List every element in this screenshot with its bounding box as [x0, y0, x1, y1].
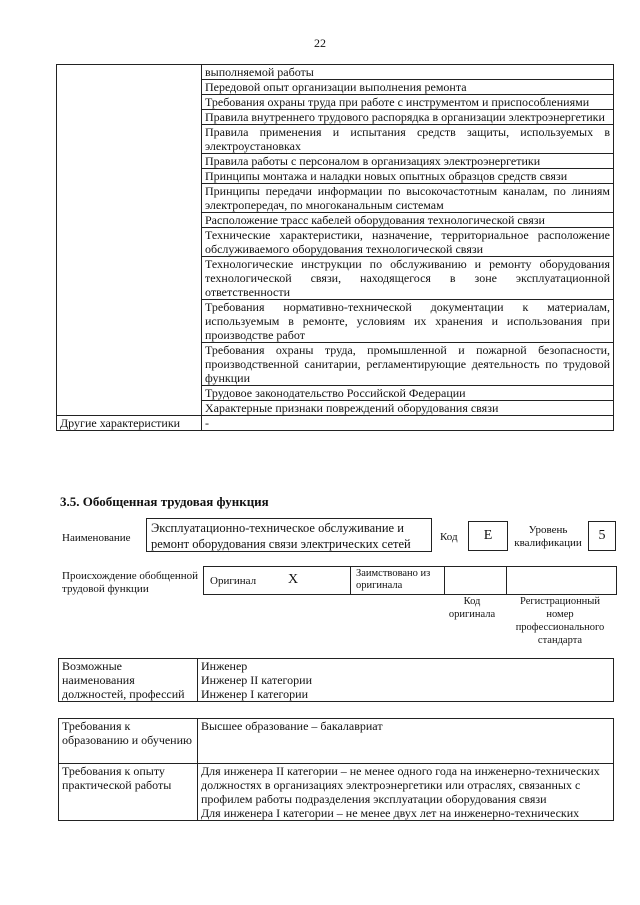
position-item: Инженер I категории [201, 687, 308, 701]
position-item: Инженер II категории [201, 673, 312, 687]
table-row [59, 659, 614, 702]
original-label: Оригинал [210, 575, 257, 587]
knowledge-item: Правила внутреннего трудового распорядка в организации электроэнергетики [202, 110, 614, 125]
position-item: Инженер [201, 659, 248, 673]
knowledge-item: Технологические инструкции по обслуживанию и ремонту оборудования технологической связи, находящегося в зоне эксплуатационной ответственности [202, 257, 614, 300]
experience-line: Для инженера II категории – не менее одного года на инженерно-технических должностях в организациях электроэнергетики или отраслях, связанных с профилем работы подразделения эксплуатации оборудования связи [201, 764, 600, 806]
knowledge-item: Требования нормативно-технической документации к материалам, используемым в ремонте, условиям их хранения и использования при производстве работ [202, 300, 614, 343]
positions-list [198, 659, 614, 702]
level-value: 5 [588, 521, 616, 551]
divider [350, 567, 351, 594]
name-label: Наименование [62, 532, 131, 544]
table-row [57, 65, 614, 80]
code-label: Код [440, 531, 458, 543]
other-characteristics-value: - [202, 416, 614, 431]
experience-line: Для инженера I категории – не менее двух лет на инженерно-технических [201, 806, 580, 820]
positions-label: Возможные наименования должностей, профессий [59, 659, 198, 702]
knowledge-item: Принципы передачи информации по высокочастотным каналам, по линиям электропередач, по многоканальным системам [202, 184, 614, 213]
knowledge-item: Трудовое законодательство Российской Федерации [202, 386, 614, 401]
experience-value [198, 764, 614, 821]
knowledge-item: Требования охраны труда при работе с инструментом и приспособлениями [202, 95, 614, 110]
origin-label: Происхождение обобщенной трудовой функции [62, 570, 199, 595]
knowledge-table [56, 64, 614, 431]
table-left-cell [57, 65, 202, 416]
level-label: Уровень квалификации [514, 524, 582, 549]
section-heading: 3.5. Обобщенная трудовая функция [60, 494, 269, 509]
table-row [57, 416, 614, 431]
knowledge-item: Требования охраны труда, промышленной и пожарной безопасности, производственной санитарии, регламентирующие деятельность по трудовой функции [202, 343, 614, 386]
knowledge-item: Правила применения и испытания средств защиты, используемых в электроустановках [202, 125, 614, 154]
original-mark: X [288, 572, 299, 587]
knowledge-item: Правила работы с персоналом в организациях электроэнергетики [202, 154, 614, 169]
knowledge-item: Характерные признаки повреждений оборудования связи [202, 401, 614, 416]
table-row [59, 719, 614, 764]
education-label: Требования к образованию и обучению [59, 719, 198, 764]
knowledge-item: Передовой опыт организации выполнения ремонта [202, 80, 614, 95]
knowledge-item: Расположение трасс кабелей оборудования технологической связи [202, 213, 614, 228]
reg-number-label: Регистрационный номер профессионального стандарта [515, 596, 605, 646]
requirements-table [58, 718, 614, 821]
divider [506, 567, 507, 594]
other-characteristics-label: Другие характеристики [57, 416, 202, 431]
knowledge-item: выполняемой работы [202, 65, 614, 80]
knowledge-item: Технические характеристики, назначение, территориальное расположение обслуживаемого оборудования технологической связи [202, 228, 614, 257]
education-value: Высшее образование – бакалавриат [198, 719, 614, 764]
experience-label: Требования к опыту практической работы [59, 764, 198, 821]
table-row [59, 764, 614, 821]
origin-grid [203, 566, 617, 595]
code-original-label: Код оригинала [448, 596, 496, 620]
code-value: E [468, 521, 508, 551]
page-number: 22 [314, 36, 326, 50]
divider [444, 567, 445, 594]
positions-table [58, 658, 614, 702]
borrowed-label: Заимствовано из оригинала [356, 568, 431, 591]
function-name-value: Эксплуатационно-техническое обслуживание и ремонт оборудования связи электрических сетей [146, 518, 432, 552]
knowledge-item: Принципы монтажа и наладки новых опытных образцов средств связи [202, 169, 614, 184]
